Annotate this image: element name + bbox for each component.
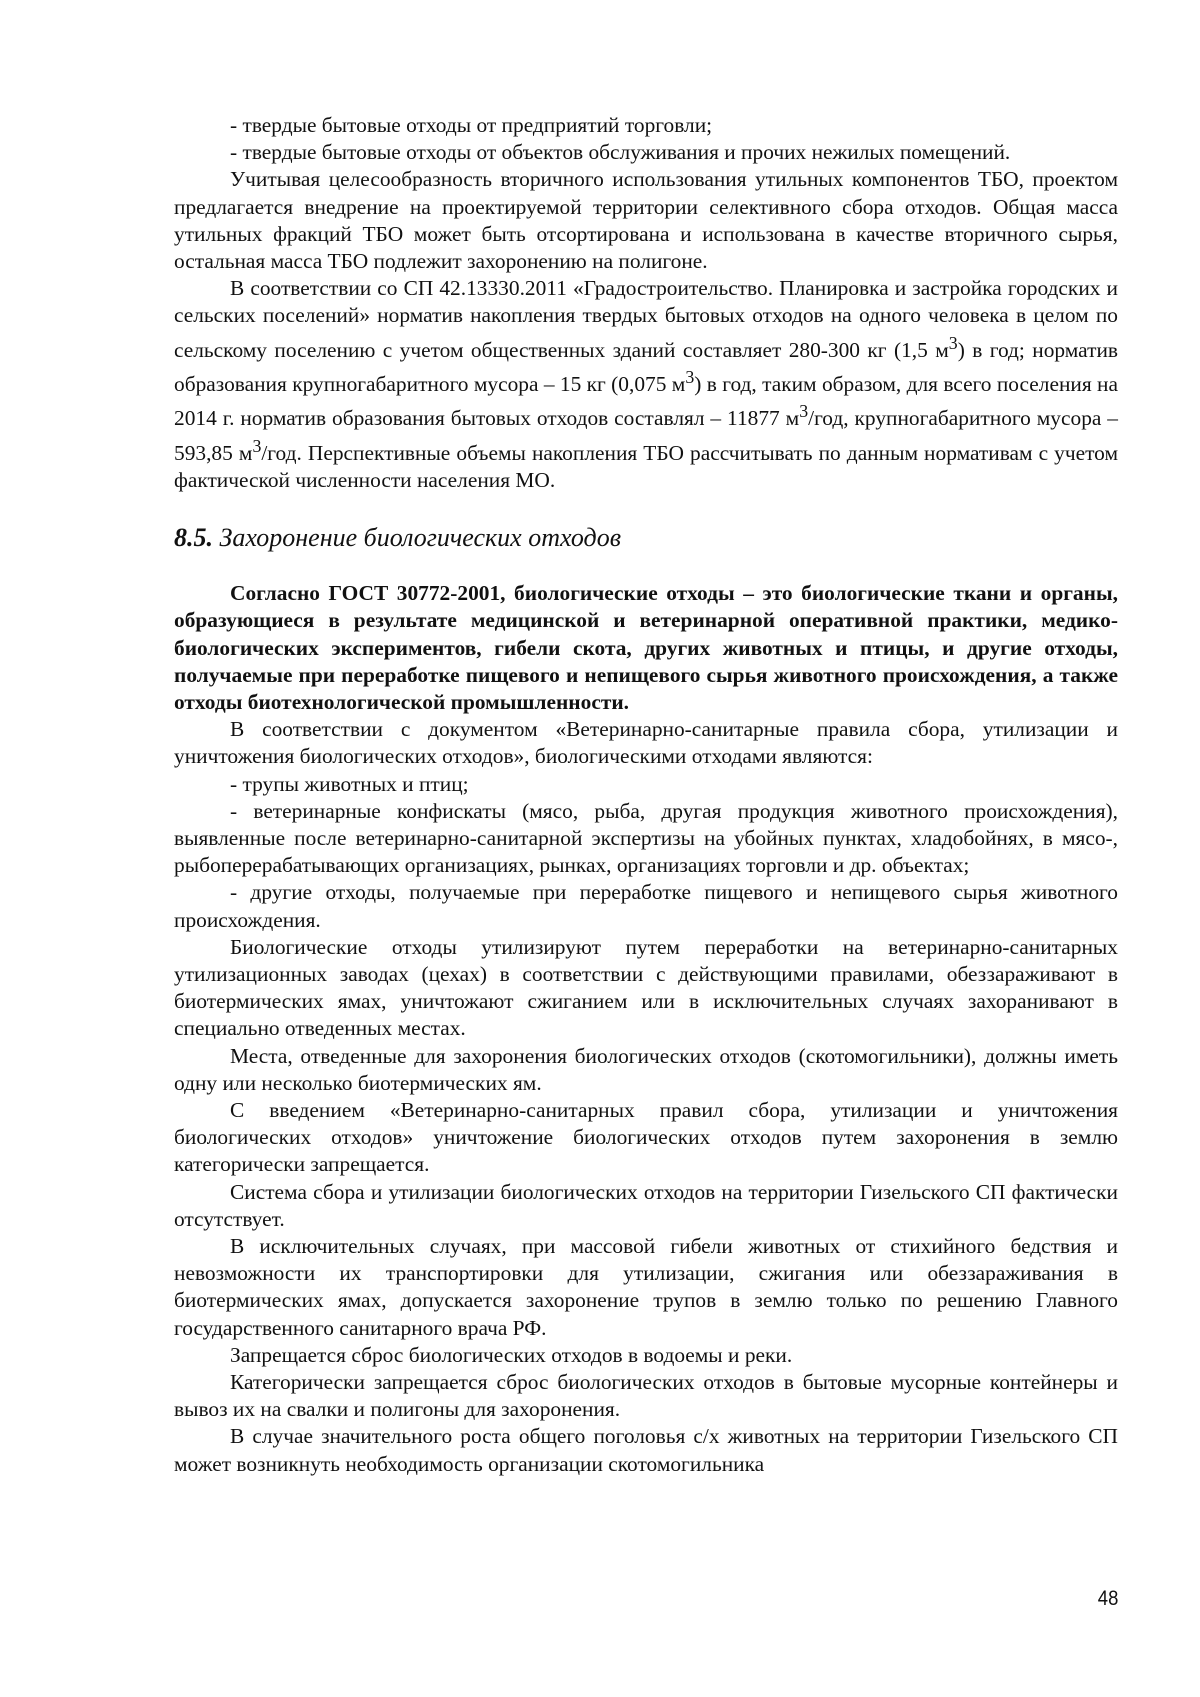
superscript: 3: [799, 401, 809, 422]
superscript: 3: [685, 366, 695, 387]
document-page: [174, 112, 1118, 1478]
paragraph-burial-ban: С введением «Ветеринарно-санитарных правил сбора, утилизации и уничтожения биологических отходов» уничтожение биологических отходов путем захоронения в землю категорически запрещается.: [174, 1098, 1118, 1177]
list-item-service-waste: - твердые бытовые отходы от объектов обслуживания и прочих нежилых помещений.: [230, 140, 1011, 165]
paragraph-cattle-burial-need: В случае значительного роста общего поголовья с/х животных на территории Гизельского СП может возникнуть необходимость организации скотомогильника: [174, 1424, 1118, 1476]
text-run: /год. Перспективные объемы накопления ТБО рассчитывать по данным нормативам с учетом фактической численности населения МО.: [174, 440, 1118, 492]
paragraph-exceptional-cases: В исключительных случаях, при массовой гибели животных от стихийного бедствия и невозможности их транспортировки для утилизации, сжигания или обеззараживания в биотермических ямах, допускается захоронение трупов в землю только по решению Главного государственного санитарного врача РФ.: [174, 1234, 1118, 1340]
list-item-trade-waste: - твердые бытовые отходы от предприятий торговли;: [230, 113, 713, 137]
text-run: ) в год; норматив образования крупногабаритного мусора – 15 кг (0,075 м: [174, 337, 1118, 397]
section-heading: [174, 521, 1118, 555]
list-item-carcasses: - трупы животных и птиц;: [230, 771, 469, 796]
paragraph-system-absent: Система сбора и утилизации биологических отходов на территории Гизельского СП фактически отсутствует.: [174, 1179, 1118, 1231]
paragraph-gost-definition: Согласно ГОСТ 30772-2001, биологические отходы – это биологические ткани и органы, образующиеся в результате медицинской и ветеринарной оперативной практики, медико-биологических экспериментов, гибели скота, других животных и птицы, и другие отходы, получаемые при переработке пищевого и непищевого сырья животного происхождения, а также отходы биотехнологической промышленности.: [174, 581, 1118, 714]
paragraph-waste-norms: [174, 275, 1118, 494]
paragraph-selective-collection: Учитывая целесообразность вторичного использования утильных компонентов ТБО, проектом предлагается внедрение на проектируемой территории селективного сбора отходов. Общая масса утильных фракций ТБО может быть отсортирована и использована в качестве вторичного сырья, остальная масса ТБО подлежит захоронению на полигоне.: [174, 167, 1118, 274]
text-run: В соответствии со СП 42.13330.2011 «Градостроительство. Планировка и застройка городских и сельских поселений» норматив накопления твердых бытовых отходов на одного человека в целом по сельскому поселению с учетом общественных зданий составляет 280-300 кг (1,5 м: [174, 276, 1118, 362]
section-title: Захоронение биологических отходов: [219, 523, 621, 553]
paragraph-burial-sites: Места, отведенные для захоронения биологических отходов (скотомогильники), должны иметь одну или несколько биотермических ям.: [174, 1043, 1118, 1095]
paragraph-disposal-methods: Биологические отходы утилизируют путем переработки на ветеринарно-санитарных утилизационных заводах (цехах) в соответствии с действующими правилами, обеззараживают в биотермических ямах, уничтожают сжиганием или в исключительных случаях захоранивают в специально отведенных местах.: [174, 934, 1118, 1041]
superscript: 3: [252, 435, 262, 456]
paragraph-vet-rules: В соответствии с документом «Ветеринарно-санитарные правила сбора, утилизации и уничтожения биологических отходов», биологическими отходами являются:: [174, 717, 1118, 769]
superscript: 3: [948, 332, 958, 353]
text-run: /год, крупногабаритного мусора – 593,85 м: [174, 406, 1118, 465]
text-run: ) в год, таким образом, для всего поселения на 2014 г. норматив образования бытовых отходов составлял – 11877 м: [174, 372, 1118, 431]
section-number: 8.5.: [174, 523, 213, 553]
list-item-other-waste: - другие отходы, получаемые при переработке пищевого и непищевого сырья животного происхождения.: [174, 880, 1118, 932]
paragraph-container-ban: Категорически запрещается сброс биологических отходов в бытовые мусорные контейнеры и вывоз их на свалки и полигоны для захоронения.: [174, 1370, 1118, 1422]
page-number: 48: [1097, 1587, 1118, 1610]
paragraph-water-ban: Запрещается сброс биологических отходов в водоемы и реки.: [230, 1342, 793, 1367]
list-item-confiscates: - ветеринарные конфискаты (мясо, рыба, другая продукция животного происхождения), выявленные после ветеринарно-санитарной экспертизы на убойных пунктах, хладобойнях, в мясо-, рыбоперерабатывающих организациях, рынках, организациях торговли и др. объектах;: [174, 798, 1118, 878]
